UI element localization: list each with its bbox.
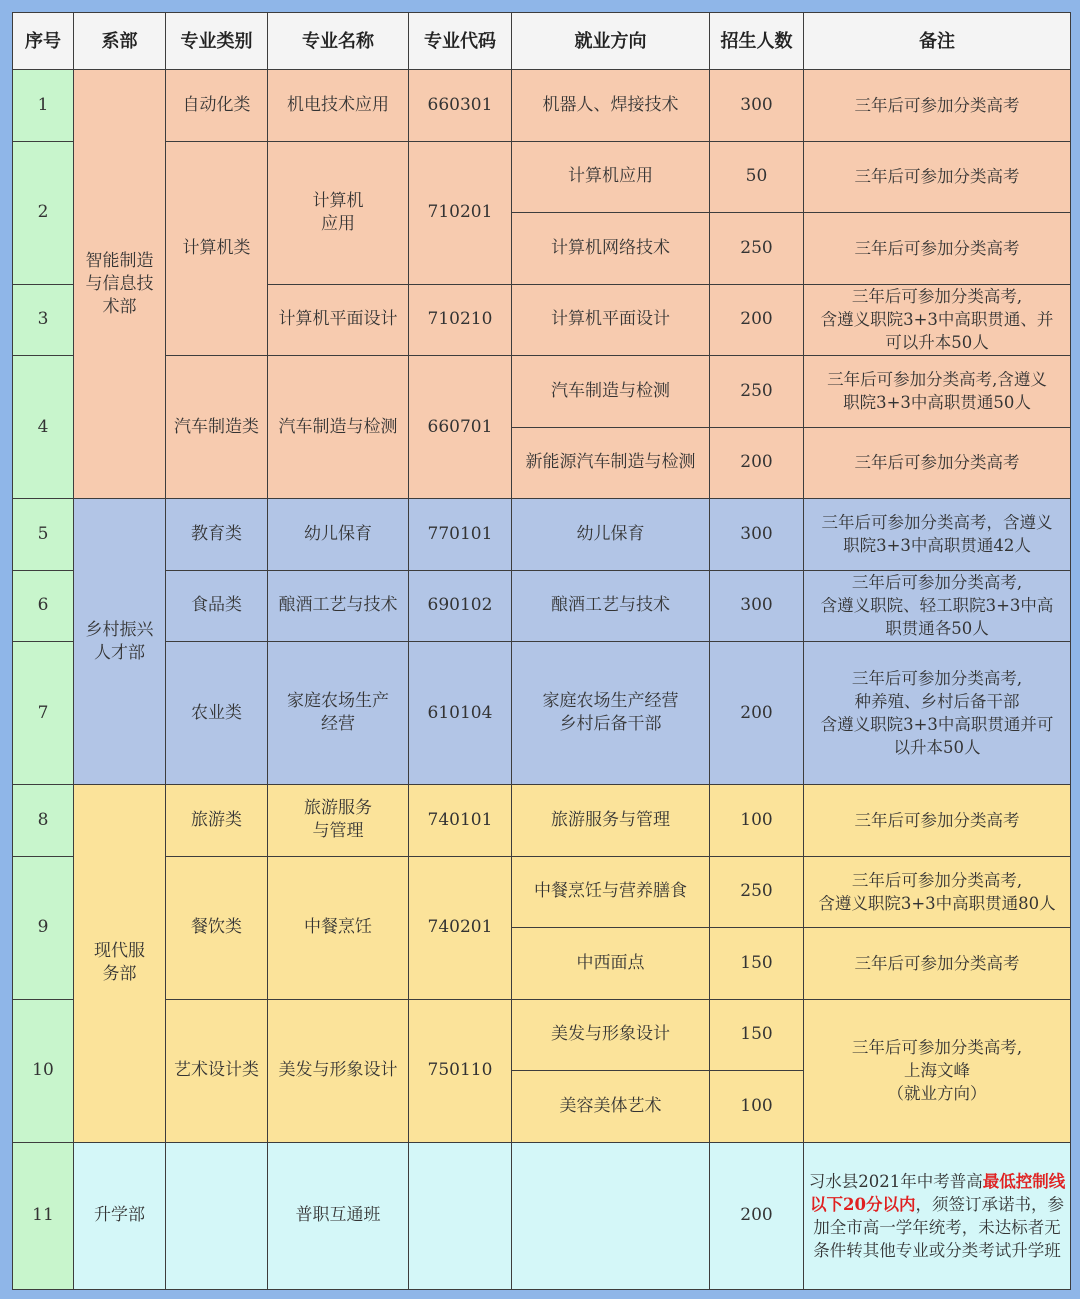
department-cell [74, 70, 166, 499]
direction-cell [512, 1142, 710, 1289]
row-index: 1 [13, 70, 74, 142]
major-line: 经营 [321, 714, 355, 735]
header-row [13, 13, 1071, 70]
row-index: 9 [13, 856, 74, 999]
table-row [13, 356, 1071, 428]
direction-cell: 计算机应用 [512, 141, 710, 213]
row-index: 10 [13, 999, 74, 1142]
count-cell: 200 [710, 642, 804, 785]
note-cell [804, 999, 1071, 1142]
count-cell: 200 [710, 427, 804, 499]
count-cell: 200 [710, 1142, 804, 1289]
code-cell [409, 1142, 512, 1289]
note-text: ，须签订承诺书，参加全市高一学年统考，未达标者无条件转其他专业或分类考试升学班 [813, 1194, 1064, 1260]
row-index: 6 [13, 570, 74, 642]
note-line: 三年后可参加分类高考，含遵义 [821, 513, 1053, 533]
header-code: 专业代码 [409, 13, 512, 70]
code-cell: 750110 [409, 999, 512, 1142]
enrollment-table [12, 12, 1071, 1290]
note-cell [804, 284, 1071, 356]
table-row [13, 570, 1071, 642]
department-cell [74, 499, 166, 785]
code-cell: 690102 [409, 570, 512, 642]
note-highlight: 最低控制线以下20分以内 [810, 1171, 1066, 1214]
table-row [13, 70, 1071, 142]
note-line: 可以升本50人 [885, 333, 989, 353]
header-major: 专业名称 [268, 13, 409, 70]
table-row [13, 642, 1071, 714]
category-cell: 自动化类 [166, 70, 268, 142]
note-cell: 三年后可参加分类高考 [804, 928, 1071, 1000]
count-cell: 150 [710, 999, 804, 1071]
table-row [13, 856, 1071, 928]
direction-cell: 新能源汽车制造与检测 [512, 427, 710, 499]
row-index: 3 [13, 284, 74, 356]
direction-line: 家庭农场生产经营 [542, 691, 679, 712]
note-cell [804, 499, 1071, 571]
major-line: 应用 [321, 213, 355, 234]
category-cell: 计算机类 [166, 141, 268, 356]
row-index: 11 [13, 1142, 74, 1289]
table-row [13, 499, 1071, 571]
code-cell: 740201 [409, 856, 512, 999]
category-cell: 汽车制造类 [166, 356, 268, 499]
major-line: 与管理 [312, 821, 364, 842]
direction-cell: 旅游服务与管理 [512, 785, 710, 857]
major-line: 家庭农场生产 [287, 691, 389, 712]
category-cell: 食品类 [166, 570, 268, 642]
major-line: 旅游服务 [304, 798, 372, 819]
note-cell [804, 570, 1071, 642]
code-cell: 660701 [409, 356, 512, 499]
note-cell [804, 642, 1071, 785]
major-cell: 普职互通班 [268, 1142, 409, 1289]
count-cell: 300 [710, 570, 804, 642]
direction-cell: 机器人、焊接技术 [512, 70, 710, 142]
note-line: 含遵义职院3+3中高职贯通、并 [820, 310, 1054, 330]
row-index: 2 [13, 141, 74, 284]
major-cell: 机电技术应用 [268, 70, 409, 142]
code-cell: 660301 [409, 70, 512, 142]
count-cell: 50 [710, 141, 804, 213]
major-cell: 幼儿保育 [268, 499, 409, 571]
major-cell [268, 785, 409, 857]
department-cell: 升学部 [74, 1142, 166, 1289]
enrollment-table-frame [12, 12, 1070, 1290]
major-cell [268, 642, 409, 785]
note-line: 三年后可参加分类高考, [851, 573, 1023, 593]
code-cell: 610104 [409, 642, 512, 785]
note-cell [804, 856, 1071, 928]
note-line: 职院3+3中高职贯通42人 [843, 536, 1031, 556]
category-cell: 农业类 [166, 642, 268, 785]
note-line: 职贯通各50人 [885, 619, 989, 639]
code-cell: 770101 [409, 499, 512, 571]
direction-cell: 中西面点 [512, 928, 710, 1000]
department-cell [74, 785, 166, 1143]
major-cell: 计算机平面设计 [268, 284, 409, 356]
department-name: 现代服务部 [94, 941, 145, 985]
count-cell: 300 [710, 499, 804, 571]
note-cell [804, 356, 1071, 428]
major-line: 计算机 [312, 190, 364, 211]
direction-cell [512, 642, 710, 785]
note-cell: 三年后可参加分类高考 [804, 70, 1071, 142]
note-line: 含遵义职院3+3中高职贯通并可 [820, 715, 1054, 735]
count-cell: 100 [710, 1071, 804, 1143]
major-cell: 汽车制造与检测 [268, 356, 409, 499]
major-cell: 酿酒工艺与技术 [268, 570, 409, 642]
category-cell: 餐饮类 [166, 856, 268, 999]
count-cell: 300 [710, 70, 804, 142]
header-count: 招生人数 [710, 13, 804, 70]
direction-cell: 美发与形象设计 [512, 999, 710, 1071]
note-line: 三年后可参加分类高考, [851, 870, 1023, 890]
major-cell: 中餐烹饪 [268, 856, 409, 999]
table-row [13, 141, 1071, 213]
note-line: 种养殖、乡村后备干部 [854, 692, 1020, 712]
note-line: 三年后可参加分类高考, [851, 1038, 1023, 1058]
note-cell: 三年后可参加分类高考 [804, 213, 1071, 285]
table-row [13, 785, 1071, 857]
row-index: 5 [13, 499, 74, 571]
header-category: 专业类别 [166, 13, 268, 70]
header-note: 备注 [804, 13, 1071, 70]
category-cell [166, 1142, 268, 1289]
direction-cell: 美容美体艺术 [512, 1071, 710, 1143]
category-cell: 旅游类 [166, 785, 268, 857]
note-line: 职院3+3中高职贯通50人 [843, 393, 1031, 413]
table-row [13, 1142, 1071, 1289]
category-cell: 艺术设计类 [166, 999, 268, 1142]
direction-line: 乡村后备干部 [559, 714, 662, 735]
direction-cell: 中餐烹饪与营养膳食 [512, 856, 710, 928]
direction-cell: 汽车制造与检测 [512, 356, 710, 428]
major-cell [268, 141, 409, 284]
count-cell: 100 [710, 785, 804, 857]
count-cell: 250 [710, 213, 804, 285]
department-name: 乡村振兴人才部 [85, 619, 154, 663]
note-cell: 三年后可参加分类高考 [804, 141, 1071, 213]
note-line: 含遵义职院、轻工职院3+3中高 [820, 596, 1054, 616]
code-cell: 740101 [409, 785, 512, 857]
note-cell: 三年后可参加分类高考 [804, 785, 1071, 857]
note-line: （就业方向） [887, 1084, 987, 1104]
direction-cell: 计算机平面设计 [512, 284, 710, 356]
header-department: 系部 [74, 13, 166, 70]
count-cell: 250 [710, 856, 804, 928]
major-cell: 美发与形象设计 [268, 999, 409, 1142]
row-index: 7 [13, 642, 74, 785]
code-cell: 710201 [409, 141, 512, 284]
note-line: 以升本50人 [893, 738, 981, 758]
note-line: 含遵义职院3+3中高职贯通80人 [818, 893, 1056, 913]
count-cell: 200 [710, 284, 804, 356]
count-cell: 250 [710, 356, 804, 428]
header-index: 序号 [13, 13, 74, 70]
direction-cell: 幼儿保育 [512, 499, 710, 571]
department-name: 智能制造与信息技术部 [85, 250, 154, 317]
header-direction: 就业方向 [512, 13, 710, 70]
note-cell [804, 1142, 1071, 1289]
category-cell: 教育类 [166, 499, 268, 571]
row-index: 4 [13, 356, 74, 499]
table-row [13, 999, 1071, 1071]
code-cell: 710210 [409, 284, 512, 356]
note-line: 三年后可参加分类高考, [851, 669, 1023, 689]
direction-cell: 酿酒工艺与技术 [512, 570, 710, 642]
row-index: 8 [13, 785, 74, 857]
note-cell: 三年后可参加分类高考 [804, 427, 1071, 499]
count-cell: 150 [710, 928, 804, 1000]
note-text: 习水县2021年中考普高 [808, 1171, 983, 1191]
note-line: 三年后可参加分类高考,含遵义 [827, 370, 1047, 390]
note-line: 三年后可参加分类高考, [851, 287, 1023, 307]
direction-cell: 计算机网络技术 [512, 213, 710, 285]
note-line: 上海文峰 [904, 1061, 970, 1081]
